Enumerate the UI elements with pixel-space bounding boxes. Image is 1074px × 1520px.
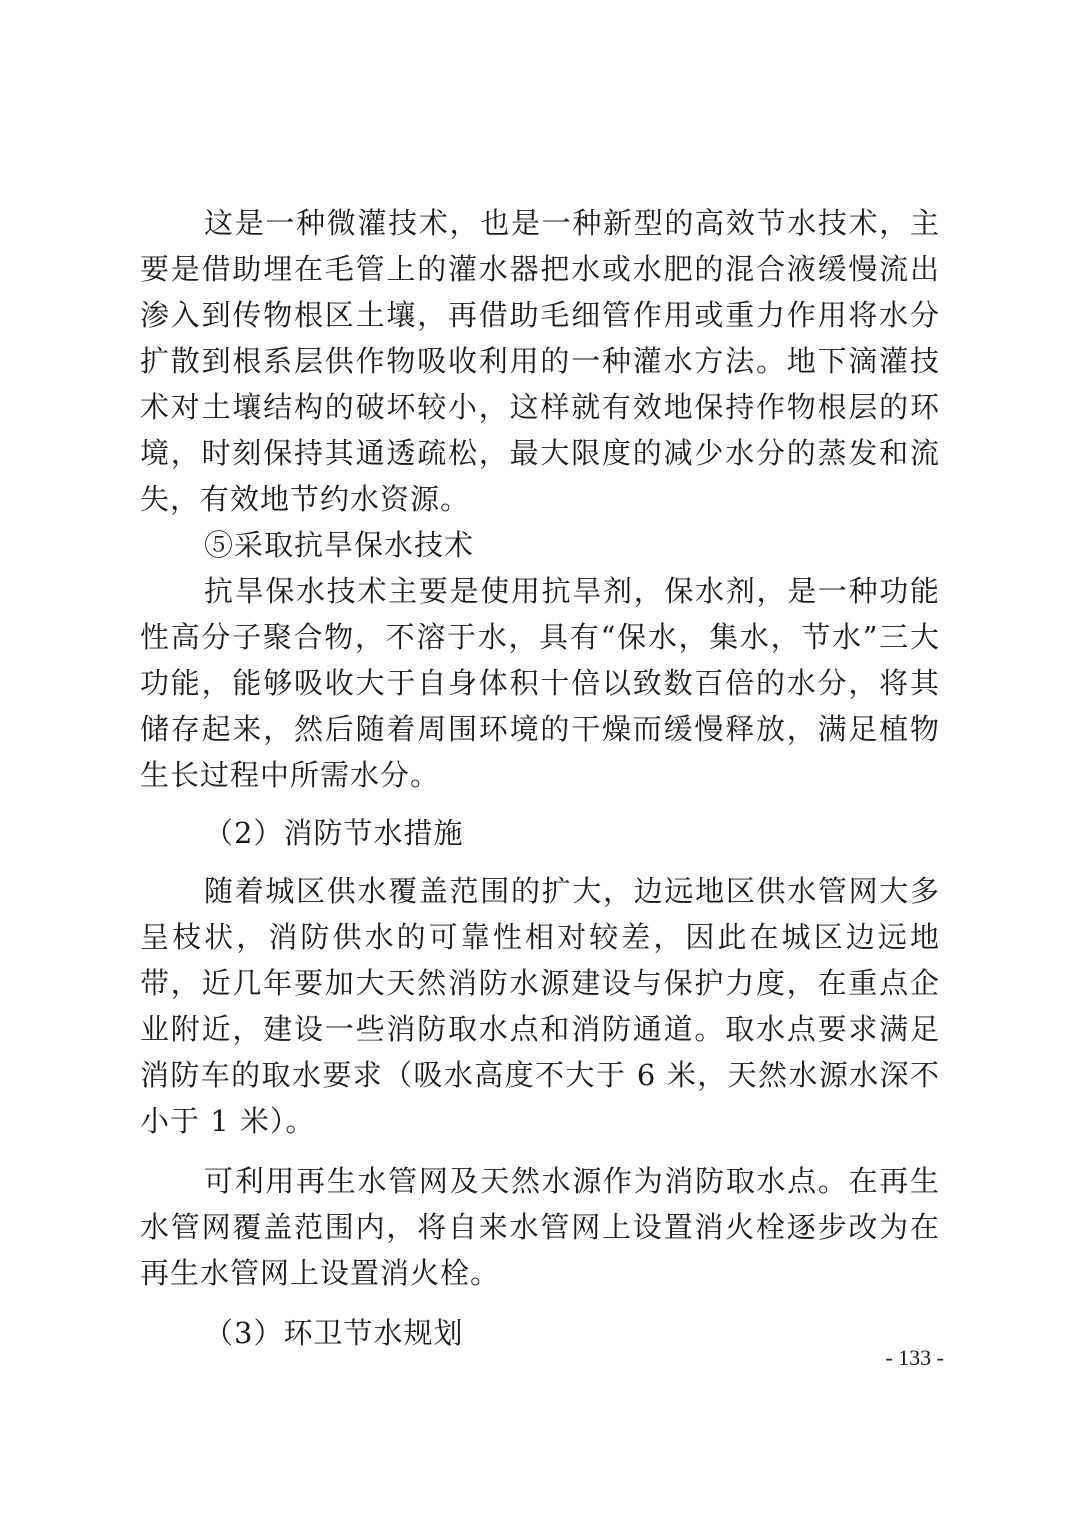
document-body	[140, 200, 940, 1356]
heading-sanitation-planning: （3）环卫节水规划	[204, 1316, 464, 1350]
page-number: - 133 -	[885, 1345, 944, 1370]
heading-drought-resistance: ⑤采取抗旱保水技术	[204, 528, 475, 562]
heading-fire-water-saving: （2）消防节水措施	[204, 816, 464, 850]
paragraph-water-retention: 抗旱保水技术主要是使用抗旱剂，保水剂，是一种功能性高分子聚合物，不溶于水，具有“保水，集水，节水”三大功能，能够吸收大于自身体积十倍以致数百倍的水分，将其储存起来，然后随着周围环境的干燥而缓慢释放，满足植物生长过程中所需水分。	[140, 574, 940, 792]
paragraph-fire-water-supply: 随着城区供水覆盖范围的扩大，边远地区供水管网大多呈枝状，消防供水的可靠性相对较差，因此在城区边远地带，近几年要加大天然消防水源建设与保护力度，在重点企业附近，建设一些消防取水点和消防通道。取水点要求满足消防车的取水要求（吸水高度不大于 6 米，天然水源水深不小于 1 米）。	[140, 874, 940, 1138]
paragraph-drip-irrigation: 这是一种微灌技术，也是一种新型的高效节水技术，主要是借助埋在毛管上的灌水器把水或水肥的混合液缓慢流出渗入到传物根区土壤，再借助毛细管作用或重力作用将水分扩散到根系层供作物吸收利用的一种灌水方法。地下滴灌技术对土壤结构的破坏较小，这样就有效地保持作物根层的环境，时刻保持其通透疏松，最大限度的减少水分的蒸发和流失，有效地节约水资源。	[140, 206, 940, 516]
paragraph-reclaimed-water: 可利用再生水管网及天然水源作为消防取水点。在再生水管网覆盖范围内，将自来水管网上设置消火栓逐步改为在再生水管网上设置消火栓。	[140, 1164, 940, 1290]
